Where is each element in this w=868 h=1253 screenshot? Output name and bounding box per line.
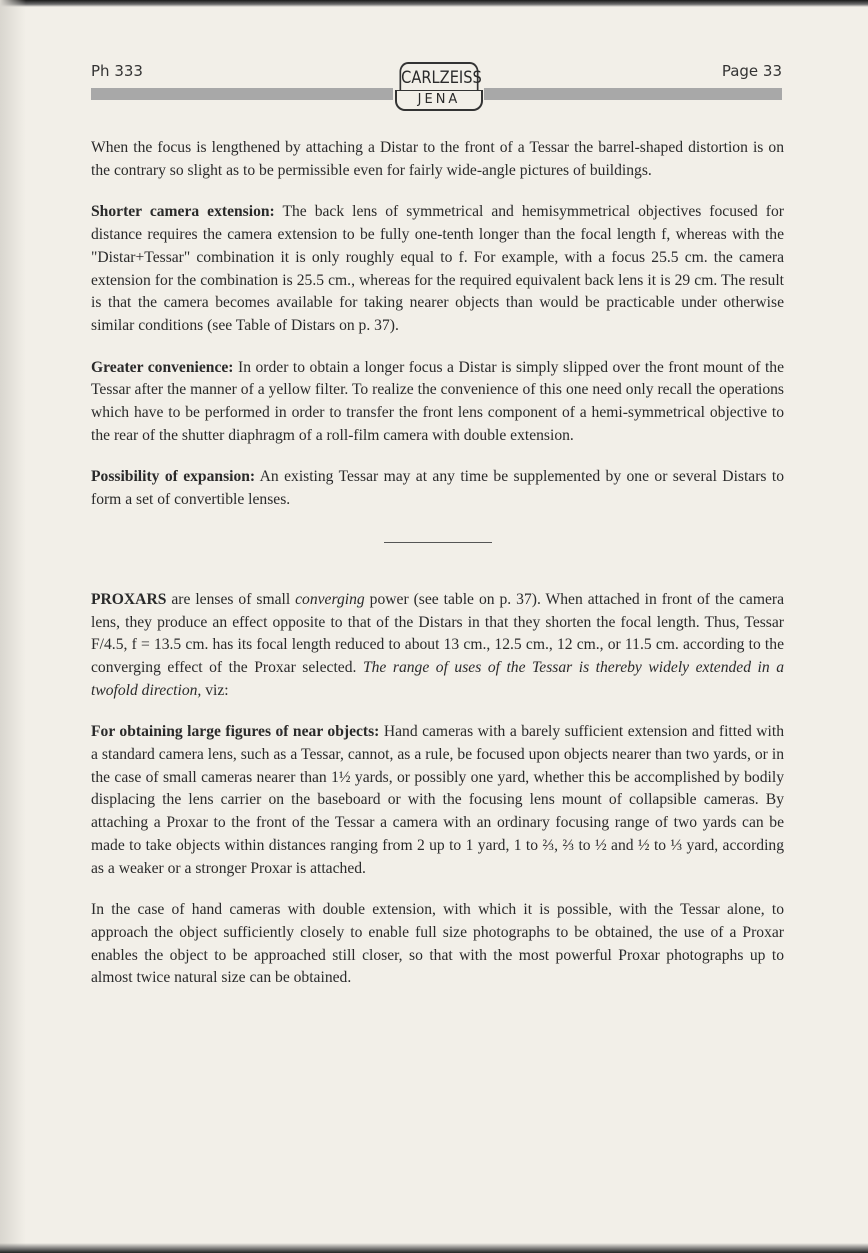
- emphasis-text: converging: [295, 590, 365, 608]
- paragraph-near-objects: [91, 721, 784, 880]
- paragraph-double-extension: In the case of hand cameras with double extension, with which it is possible, with the Tessar alone, to approach the object sufficiently closely to enable full size photographs to be obtained, the use of a Proxar enables the object to be approached still closer, so that with the most powerful Proxar photographs up to almost twice natural size can be obtained.: [91, 901, 784, 987]
- logo-city: JENA: [395, 90, 483, 111]
- header-rule-right: [484, 88, 782, 100]
- section-heading: For obtaining large figures of near objects:: [91, 723, 380, 741]
- paragraph-convenience: [91, 357, 784, 448]
- section-text: are lenses of small: [166, 590, 296, 608]
- section-text: viz:: [201, 681, 229, 699]
- logo-wordmark: CARLZEISS: [399, 62, 478, 90]
- carl-zeiss-logo: [393, 62, 485, 111]
- section-heading: Greater convenience:: [91, 358, 234, 376]
- paragraph-proxars: [91, 589, 784, 703]
- section-divider: [384, 542, 492, 543]
- paragraph-shorter-extension: [91, 201, 784, 337]
- proxars-heading: PROXARS: [91, 590, 167, 608]
- page-gutter-shadow: [0, 0, 26, 1253]
- section-text: An existing Tessar may at any time be supplemented by one or several Distars to form a set of convertible lenses.: [91, 468, 784, 509]
- page-number: Page 33: [721, 62, 782, 80]
- section-heading: Shorter camera extension:: [91, 203, 275, 221]
- emphasis-text: The range of uses of the Tessar is thereby widely extended in a twofold direction,: [91, 658, 784, 699]
- header-rule-left: [91, 88, 393, 100]
- section-text: The back lens of symmetrical and hemisymmetrical objectives focused for distance requires the camera extension to be fully one-tenth longer than the focal length f, whereas with the "Distar+Tessar" combination it is only roughly equal to f. For example, with a focus 25.5 cm. the camera extension for the combination is 25.5 cm., whereas for the required equivalent back lens it is 29 cm. The result is that the camera becomes available for taking nearer objects than would be practicable under otherwise similar conditions (see Table of Distars on p. 37).: [91, 203, 784, 334]
- section-text: In order to obtain a longer focus a Distar is simply slipped over the front mount of the Tessar after the manner of a yellow filter. To realize the convenience of this one need only recall the operations which have to be performed in order to transfer the front lens component of a hemi-symmetrical objective to the rear of the shutter diaphragm of a roll-film camera with double extension.: [91, 358, 784, 444]
- section-heading: Possibility of expansion:: [91, 468, 256, 486]
- section-text: power (see table on p. 37). When attached in front of the camera lens, they produce an effect opposite to that of the Distars in that they shorten the focal length. Thus, Tessar F/4.5, f = 13.5 cm. has its focal length reduced to about 13 cm., 12.5 cm., 12 cm., or 11.5 cm. according to the converging effect of the Proxar selected.: [91, 590, 784, 676]
- page-body: [91, 137, 784, 990]
- document-code: Ph 333: [91, 62, 143, 80]
- paragraph-expansion: [91, 466, 784, 511]
- paragraph-distortion: When the focus is lengthened by attaching a Distar to the front of a Tessar the barrel-shaped distortion is on the contrary so slight as to be permissible even for fairly wide-angle pictures of buildings.: [91, 139, 784, 179]
- page-bottom-shadow: [0, 1243, 868, 1253]
- section-text: Hand cameras with a barely sufficient extension and fitted with a standard camera lens, such as a Tessar, cannot, as a rule, be focused upon objects nearer than two yards, or in the case of small cameras nearer than 1½ yards, or possibly one yard, whether this be accomplished by bodily displacing the lens carrier on the baseboard or with the focusing lens mount of collapsible cameras. By attaching a Proxar to the front of the Tessar a camera with an ordinary focusing range of two yards can be made to take objects within distances ranging from 2 up to 1 yard, 1 to ⅔, ⅔ to ½ and ½ to ⅓ yard, according as a weaker or a stronger Proxar is attached.: [91, 723, 784, 877]
- page-top-shadow: [0, 0, 868, 7]
